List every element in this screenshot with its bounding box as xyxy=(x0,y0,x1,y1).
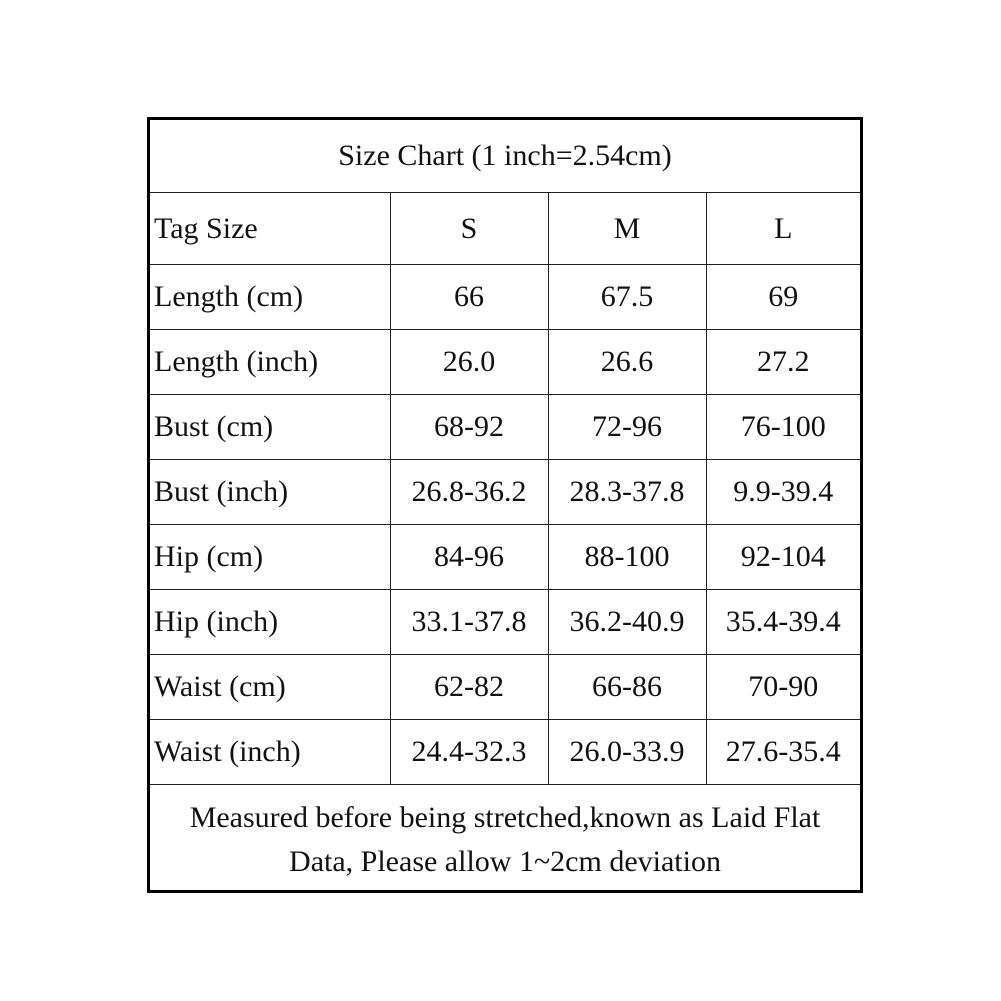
table-cell: 68-92 xyxy=(390,395,548,460)
table-cell: 26.6 xyxy=(548,330,706,395)
note-line-2: Data, Please allow 1~2cm deviation xyxy=(289,845,721,878)
table-cell: 62-82 xyxy=(390,655,548,720)
table-cell: 70-90 xyxy=(706,655,860,720)
table-cell: 92-104 xyxy=(706,525,860,590)
note-row xyxy=(150,785,860,896)
measurement-note xyxy=(150,785,860,896)
table-cell: 88-100 xyxy=(548,525,706,590)
row-label: Waist (inch) xyxy=(150,720,390,785)
title-row xyxy=(150,120,860,193)
table-cell: 28.3-37.8 xyxy=(548,460,706,525)
chart-title: Size Chart (1 inch=2.54cm) xyxy=(150,120,860,193)
size-chart xyxy=(147,117,863,893)
table-cell: 35.4-39.4 xyxy=(706,590,860,655)
table-cell: 26.0 xyxy=(390,330,548,395)
table-cell: 66-86 xyxy=(548,655,706,720)
row-label: Length (cm) xyxy=(150,265,390,330)
table-cell: 84-96 xyxy=(390,525,548,590)
table-cell: 36.2-40.9 xyxy=(548,590,706,655)
row-label: Bust (inch) xyxy=(150,460,390,525)
row-label: Bust (cm) xyxy=(150,395,390,460)
table-cell: 26.0-33.9 xyxy=(548,720,706,785)
size-header-m: M xyxy=(548,193,706,265)
table-cell: 67.5 xyxy=(548,265,706,330)
table-row xyxy=(150,460,860,525)
row-label: Length (inch) xyxy=(150,330,390,395)
table-cell: 27.2 xyxy=(706,330,860,395)
table-cell: 33.1-37.8 xyxy=(390,590,548,655)
table-row xyxy=(150,655,860,720)
table-row xyxy=(150,395,860,460)
table-row xyxy=(150,330,860,395)
table-row xyxy=(150,265,860,330)
table-cell: 66 xyxy=(390,265,548,330)
table-row xyxy=(150,590,860,655)
size-header-s: S xyxy=(390,193,548,265)
table-cell: 24.4-32.3 xyxy=(390,720,548,785)
table-cell: 76-100 xyxy=(706,395,860,460)
table-cell: 72-96 xyxy=(548,395,706,460)
table-cell: 26.8-36.2 xyxy=(390,460,548,525)
note-line-1: Measured before being stretched,known as Laid Flat xyxy=(189,801,821,834)
table-row xyxy=(150,720,860,785)
header-label: Tag Size xyxy=(150,193,390,265)
table-cell: 9.9-39.4 xyxy=(706,460,860,525)
size-table xyxy=(150,120,860,895)
row-label: Hip (inch) xyxy=(150,590,390,655)
table-cell: 69 xyxy=(706,265,860,330)
header-row xyxy=(150,193,860,265)
table-cell: 27.6-35.4 xyxy=(706,720,860,785)
size-header-l: L xyxy=(706,193,860,265)
row-label: Hip (cm) xyxy=(150,525,390,590)
row-label: Waist (cm) xyxy=(150,655,390,720)
table-row xyxy=(150,525,860,590)
